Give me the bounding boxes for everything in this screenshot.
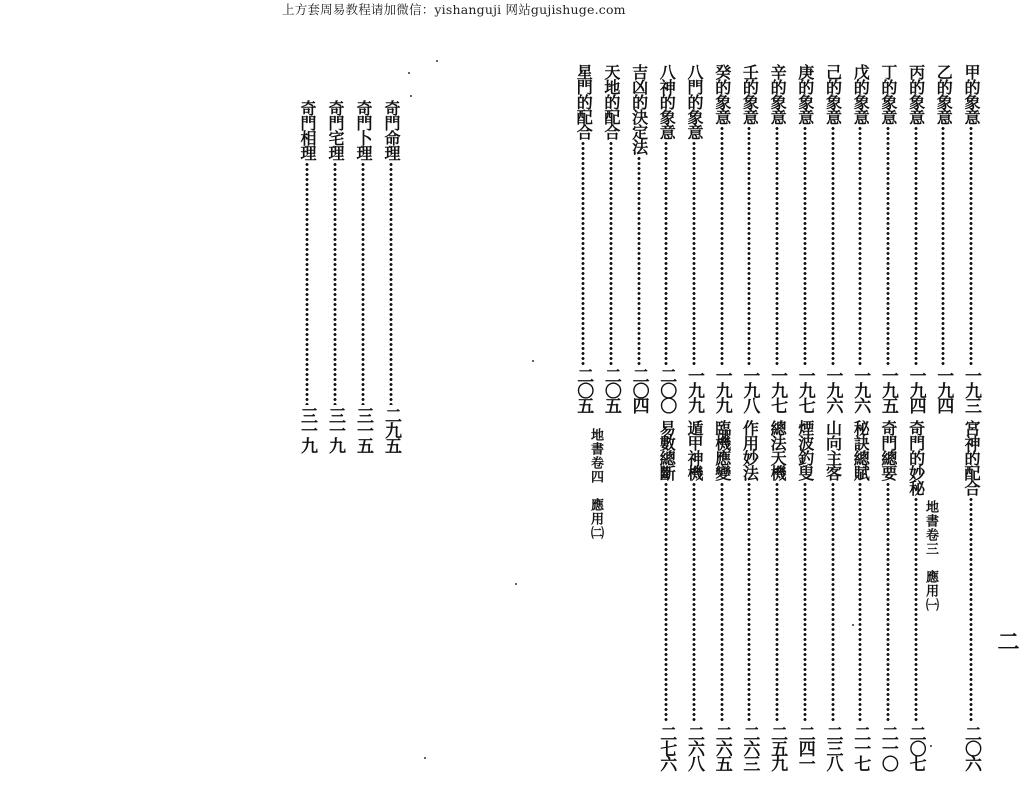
- dot-leader: [858, 482, 862, 723]
- toc-entry-page: 二一七: [850, 725, 871, 770]
- toc-entry: [324, 100, 346, 452]
- toc-entry-title: 山向主客: [823, 420, 843, 480]
- toc-entry: [905, 64, 927, 412]
- toc-entry-page: 二三八: [822, 725, 843, 770]
- toc-entry: [655, 64, 677, 412]
- toc-entry: [960, 64, 982, 412]
- toc-entry: [352, 100, 374, 452]
- toc-entry-page: 一九八: [739, 367, 760, 412]
- dot-leader: [914, 497, 918, 723]
- toc-entry-page: 三一五: [353, 407, 373, 452]
- toc-entry-page: 二〇四: [628, 367, 649, 412]
- toc-entry-title: 易數總斷: [657, 420, 677, 480]
- dot-leader: [664, 141, 668, 365]
- toc-entry-title: 奇門總要: [878, 420, 898, 480]
- dot-leader: [609, 141, 613, 365]
- toc-entry: [600, 64, 622, 412]
- toc-entry-title: 作用妙法: [740, 420, 760, 480]
- dot-leader: [831, 126, 835, 365]
- toc-entry: [877, 420, 899, 770]
- toc-entry-title: 宮神的配合: [962, 420, 981, 495]
- dot-leader: [637, 156, 641, 365]
- toc-entry-page: 二六三: [739, 725, 760, 770]
- toc-entry-title: 天地的配合: [601, 64, 621, 139]
- toc-entry-title: 乙的象意: [934, 64, 954, 124]
- toc-entry: [766, 64, 788, 412]
- toc-entry: [822, 420, 844, 770]
- toc-entry: [655, 420, 677, 770]
- dot-leader: [747, 126, 751, 365]
- toc-entry-page: 二五九: [767, 725, 788, 770]
- toc-entry: [683, 420, 705, 770]
- toc-entry-title: 辛的象意: [768, 64, 788, 124]
- toc-entry-title: 甲的象意: [962, 64, 981, 124]
- toc-entry-page: 一九九: [684, 367, 704, 412]
- toc-entry-title: 吉凶的決定法: [629, 64, 649, 154]
- scan-speck: [436, 60, 438, 62]
- dot-leader: [969, 497, 973, 723]
- toc-entry-title: 八神的象意: [657, 64, 677, 139]
- dot-leader: [775, 482, 779, 723]
- toc-entry-page: 一九七: [767, 367, 788, 412]
- dot-leader: [361, 162, 365, 405]
- dot-leader: [803, 126, 807, 365]
- toc-entry-title: 星門的配合: [574, 64, 594, 139]
- toc-entry-title: 奇門相理: [298, 100, 317, 160]
- toc-entry: [683, 64, 705, 412]
- dot-leader: [914, 126, 918, 365]
- toc-entry-page: 一九六: [822, 367, 843, 412]
- toc-entry-page: 二七六: [656, 725, 677, 770]
- toc-entry: [738, 64, 760, 412]
- dot-leader: [720, 482, 724, 723]
- toc-entry-page: 一九四: [933, 367, 954, 412]
- toc-entry: [380, 100, 402, 452]
- toc-entry-title: 丙的象意: [906, 64, 926, 124]
- toc-entry-title: 庚的象意: [795, 64, 815, 124]
- toc-entry-title: 秘訣總賦: [851, 420, 871, 480]
- toc-entry-title: 丁的象意: [878, 64, 898, 124]
- toc-entry-page: 一九六: [850, 367, 871, 412]
- dot-leader: [858, 126, 862, 365]
- dot-leader: [692, 141, 696, 365]
- dot-leader: [969, 126, 973, 365]
- toc-entry: [766, 420, 788, 770]
- toc-entry-page: 二〇六: [961, 725, 981, 770]
- dot-leader: [664, 482, 668, 723]
- toc-entry: [572, 64, 594, 412]
- toc-entry-title: 奇門宅理: [326, 100, 345, 160]
- page-folio: 二: [994, 630, 1020, 652]
- toc-entry-title: 遁甲神機: [685, 420, 704, 480]
- dot-leader: [389, 162, 393, 405]
- toc-entry-page: 二〇五: [600, 367, 621, 412]
- toc-entry-page: 二一〇: [877, 725, 898, 770]
- toc-entry: [296, 100, 318, 452]
- dot-leader: [775, 126, 779, 365]
- toc-entry-page: 二六五: [711, 725, 732, 770]
- dot-leader: [803, 482, 807, 723]
- toc-entry: [711, 420, 733, 770]
- scan-speck: [930, 745, 932, 747]
- dot-leader: [941, 126, 945, 365]
- toc-entry-title: 戊的象意: [851, 64, 871, 124]
- toc-entry-title: 奇門卜理: [354, 100, 373, 160]
- toc-entry-page: 一九五: [877, 367, 898, 412]
- scan-speck: [424, 757, 426, 759]
- dot-leader: [886, 482, 890, 723]
- dot-leader: [831, 482, 835, 723]
- dot-leader: [581, 141, 585, 365]
- toc-entry: [932, 64, 954, 412]
- watermark-text: 上方套周易教程请加微信：yishanguji 网站gujishuge.com: [282, 2, 626, 17]
- toc-entry-page: 一九四: [905, 367, 926, 412]
- toc-entry: [738, 420, 760, 770]
- toc-entry: [822, 64, 844, 412]
- scan-speck: [852, 624, 854, 626]
- toc-entry-title: 癸的象意: [712, 64, 732, 124]
- toc-entry-page: 三一九: [297, 407, 317, 452]
- toc-entry-title: 總法天機: [768, 420, 788, 480]
- toc-entry-page: 二〇七: [905, 725, 926, 770]
- dot-leader: [692, 482, 696, 723]
- toc-entry-title: 奇門的妙秘: [906, 420, 926, 495]
- toc-entry-page: 一九九: [711, 367, 732, 412]
- toc-entry: [711, 64, 733, 412]
- dot-leader: [720, 126, 724, 365]
- section-heading-vol4: 地書卷四 應用㈡: [588, 428, 603, 540]
- toc-entry: [877, 64, 899, 412]
- dot-leader: [333, 162, 337, 405]
- toc-entry-title: 煙波釣叟: [795, 420, 815, 480]
- toc-entry-title: 壬的象意: [740, 64, 760, 124]
- toc-entry: [849, 420, 871, 770]
- toc-entry: [905, 420, 927, 770]
- scan-speck: [515, 583, 517, 585]
- scan-speck: [410, 95, 412, 97]
- toc-entry: [794, 64, 816, 412]
- toc-entry: [849, 64, 871, 412]
- scan-speck: [532, 360, 534, 362]
- toc-entry: [794, 420, 816, 770]
- toc-entry-page: 三一九: [325, 407, 345, 452]
- toc-entry-page: 一九三: [961, 367, 981, 412]
- toc-entry-page: 二四一: [794, 725, 815, 770]
- toc-entry-title: 己的象意: [823, 64, 843, 124]
- toc-entry-title: 八門的象意: [685, 64, 704, 139]
- toc-entry-page: 一九七: [794, 367, 815, 412]
- toc-entry-title: 奇門命理: [382, 100, 401, 160]
- toc-entry-page: 二六八: [684, 725, 704, 770]
- toc-entry-page: 二〇〇: [656, 367, 677, 412]
- toc-entry-page: 二九五: [381, 407, 401, 452]
- toc-entry: [628, 64, 650, 412]
- toc-entry: [960, 420, 982, 770]
- toc-entry-title: 臨機應變: [712, 420, 732, 480]
- dot-leader: [886, 126, 890, 365]
- dot-leader: [747, 482, 751, 723]
- section-heading-vol3: 地書卷三 應用㈠: [923, 500, 938, 612]
- toc-entry-page: 二〇五: [573, 367, 594, 412]
- dot-leader: [305, 162, 309, 405]
- scan-speck: [408, 72, 410, 74]
